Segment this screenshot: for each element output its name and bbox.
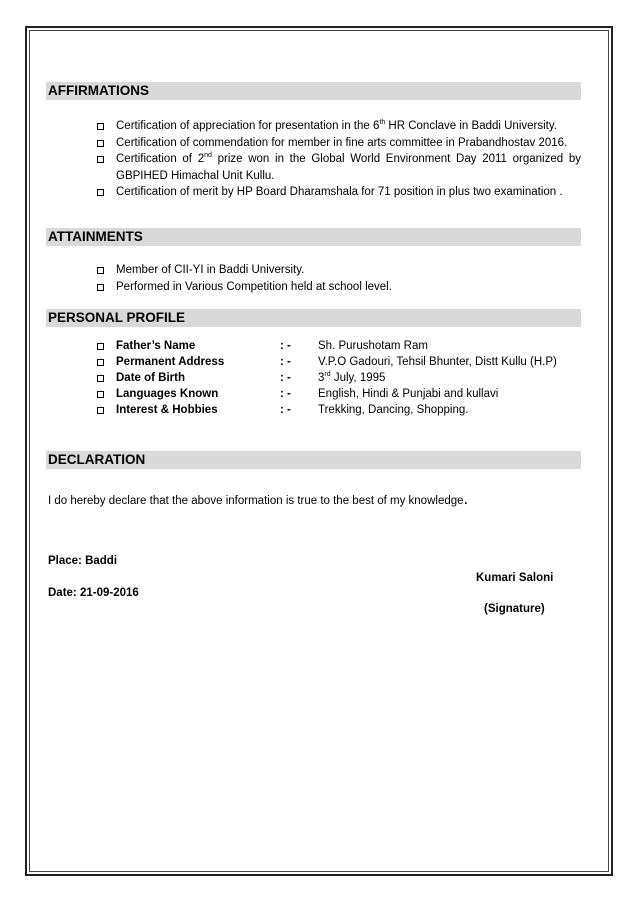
profile-row-hobbies xyxy=(95,402,581,418)
list-item: Certification of merit by HP Board Dharamshala for 71 position in plus two examination . xyxy=(95,184,581,201)
profile-key: Permanent Address xyxy=(116,356,225,368)
list-item: Performed in Various Competition held at school level. xyxy=(95,279,581,296)
bullet-box-icon xyxy=(97,156,104,163)
attainments-list xyxy=(95,262,581,295)
date-label: Date: 21-09-2016 xyxy=(48,587,139,599)
profile-separator: : - xyxy=(280,404,291,416)
bullet-box-icon xyxy=(97,391,104,398)
profile-value: V.P.O Gadouri, Tehsil Bhunter, Distt Kullu (H.P) xyxy=(318,356,557,368)
list-item: Certification of 2nd prize won in the Global World Environment Day 2011 organized by GBPIHED Himachal Unit Kullu. xyxy=(95,151,581,184)
bullet-box-icon xyxy=(97,267,104,274)
signatory-name: Kumari Saloni xyxy=(476,572,554,584)
bullet-box-icon xyxy=(97,359,104,366)
profile-row-address xyxy=(95,354,581,370)
list-item: Certification of appreciation for presentation in the 6th HR Conclave in Baddi University. xyxy=(95,118,581,135)
profile-separator: : - xyxy=(280,388,291,400)
affirmations-heading: AFFIRMATIONS xyxy=(46,82,581,100)
profile-separator: : - xyxy=(280,340,291,352)
list-item: Certification of commendation for member in fine arts committee in Prabandhostav 2016. xyxy=(95,135,581,152)
bullet-box-icon xyxy=(97,407,104,414)
profile-value: English, Hindi & Punjabi and kullavi xyxy=(318,388,499,400)
signature-label: (Signature) xyxy=(484,603,545,615)
profile-row-dob xyxy=(95,370,581,386)
profile-separator: : - xyxy=(280,356,291,368)
bullet-box-icon xyxy=(97,375,104,382)
profile-key: Father’s Name xyxy=(116,340,196,352)
profile-value: 3rd July, 1995 xyxy=(318,371,386,384)
bullet-box-icon xyxy=(97,123,104,130)
profile-row-languages xyxy=(95,386,581,402)
declaration-text: I do hereby declare that the above information is true to the best of my knowledge. xyxy=(48,489,469,508)
profile-key: Date of Birth xyxy=(116,372,185,384)
place-label: Place: Baddi xyxy=(48,555,118,567)
bullet-box-icon xyxy=(97,343,104,350)
affirmations-list xyxy=(95,118,581,201)
bullet-box-icon xyxy=(97,284,104,291)
personal-profile-heading: PERSONAL PROFILE xyxy=(46,309,581,327)
bullet-box-icon xyxy=(97,189,104,196)
profile-value: Trekking, Dancing, Shopping. xyxy=(318,404,469,416)
profile-key: Interest & Hobbies xyxy=(116,404,218,416)
list-item: Member of CII-YI in Baddi University. xyxy=(95,262,581,279)
profile-key: Languages Known xyxy=(116,388,219,400)
bullet-box-icon xyxy=(97,140,104,147)
declaration-heading: DECLARATION xyxy=(46,451,581,469)
profile-separator: : - xyxy=(280,372,291,384)
profile-row-father xyxy=(95,338,581,354)
profile-value: Sh. Purushotam Ram xyxy=(318,340,428,352)
attainments-heading: ATTAINMENTS xyxy=(46,228,581,246)
